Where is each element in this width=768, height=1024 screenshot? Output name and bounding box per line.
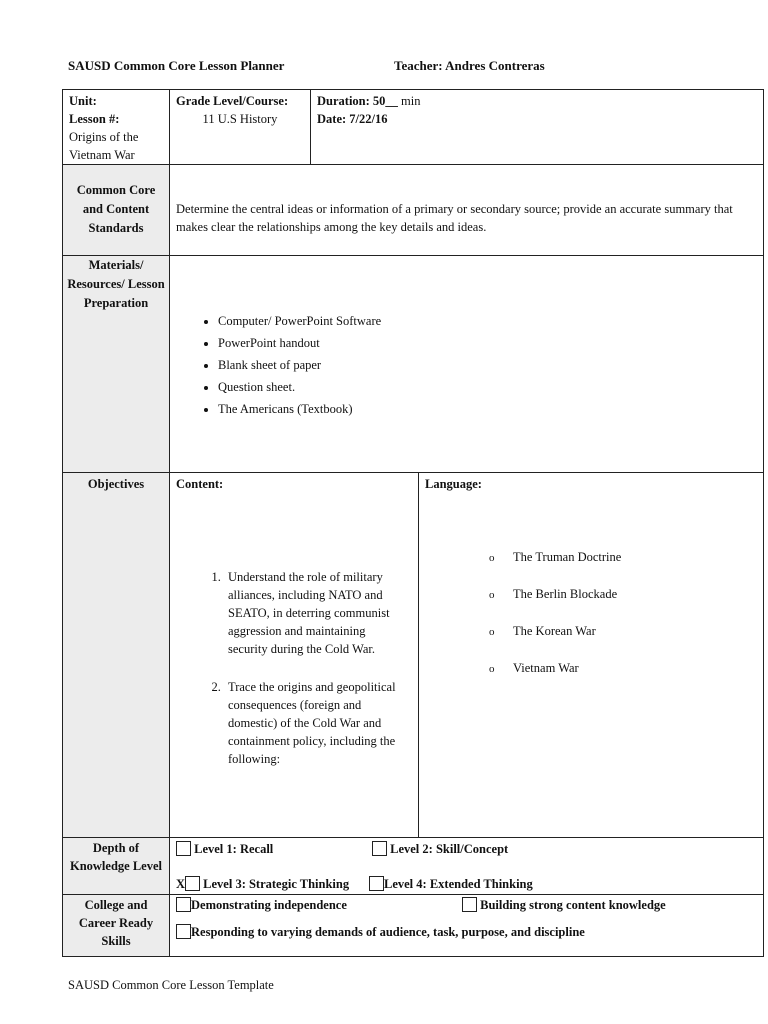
language-objectives-list (489, 548, 758, 677)
dok-level1-option[interactable] (176, 841, 273, 857)
dok-level2-label: Level 2: Skill/Concept (390, 842, 509, 856)
materials-header-cell (62, 255, 169, 472)
content-objectives-cell (169, 472, 418, 837)
teacher-name: Andres Contreras (445, 58, 545, 73)
dok-options-cell (169, 837, 764, 894)
document-header (68, 58, 728, 78)
page-footer: SAUSD Common Core Lesson Template (68, 978, 274, 992)
language-objective-item: o The Truman Doctrine (489, 550, 622, 564)
ccr-skill2-option[interactable] (462, 897, 666, 913)
lesson-plan-table (62, 89, 764, 957)
ccr-header-cell (62, 894, 169, 957)
unit-cell (62, 89, 169, 164)
content-objective-item: 1. Understand the role of military alliances, including NATO and SEATO, in deterring communist aggression and maintaining security during the Cold War. (224, 568, 406, 658)
dok-level4-option[interactable] (369, 876, 533, 892)
standards-text: Determine the central ideas or information of a primary or secondary source; provide an accurate summary that makes clear the relationships among the key details and ideas. (176, 202, 733, 234)
dok-level3-label: Level 3: Strategic Thinking (203, 877, 350, 891)
dok-level2-checkbox[interactable] (372, 841, 387, 856)
grade-value: 11 U.S History (202, 112, 278, 126)
ccr-skill2-checkbox[interactable] (462, 897, 477, 912)
grade-cell (169, 89, 310, 164)
teacher-line (394, 58, 545, 74)
planner-title: SAUSD Common Core Lesson Planner (68, 58, 285, 73)
duration-label: Duration: 50__ (317, 94, 398, 108)
language-label: Language: (425, 477, 482, 491)
materials-content-cell (169, 255, 764, 472)
ccr-skill1-option[interactable] (176, 897, 347, 913)
dok-level1-checkbox[interactable] (176, 841, 191, 856)
ccr-label: College and Career Ready Skills (78, 898, 154, 948)
teacher-label: Teacher: (394, 58, 443, 73)
dok-level4-label: Level 4: Extended Thinking (384, 877, 533, 891)
lesson-name: Origins of the Vietnam War (69, 130, 139, 162)
ccr-skill3-option[interactable] (176, 924, 585, 940)
content-label: Content: (176, 477, 224, 491)
ccr-skill1-checkbox[interactable] (176, 897, 191, 912)
objectives-header-cell (62, 472, 169, 837)
dok-level1-label: Level 1: Recall (194, 842, 274, 856)
grade-label: Grade Level/Course: (176, 94, 289, 108)
language-objectives-cell (418, 472, 764, 837)
duration-unit: min (401, 94, 421, 108)
ccr-skill1-label: Demonstrating independence (191, 898, 347, 912)
ccr-options-cell (169, 894, 764, 957)
standards-header-cell (62, 164, 169, 255)
objectives-label: Objectives (87, 477, 145, 491)
language-objective-item: o The Korean War (489, 624, 596, 638)
content-objective-item: 2. Trace the origins and geopolitical consequences (foreign and domestic) of the Cold War and containment policy, including the following: (224, 678, 406, 768)
materials-list (170, 312, 754, 418)
dok-level4-checkbox[interactable] (369, 876, 384, 891)
materials-label: Materials/ Resources/ Lesson Preparation (67, 258, 165, 310)
materials-item: • Computer/ PowerPoint Software (218, 312, 754, 330)
materials-item: • Question sheet. (218, 378, 754, 396)
standards-content-cell (169, 164, 764, 255)
content-objectives-list (176, 568, 412, 768)
dok-level3-checkbox[interactable] (185, 876, 200, 891)
language-objective-item: o Vietnam War (489, 661, 579, 675)
materials-item: • PowerPoint handout (218, 334, 754, 352)
dok-level3-option[interactable] (176, 876, 349, 892)
ccr-skill2-label: Building strong content knowledge (480, 898, 666, 912)
ccr-skill3-checkbox[interactable] (176, 924, 191, 939)
dok-label: Depth of Knowledge Level (69, 841, 162, 873)
ccr-skill3-label: Responding to varying demands of audience, task, purpose, and discipline (191, 925, 585, 939)
dok-level3-mark: X (176, 877, 186, 891)
dok-level2-option[interactable] (372, 841, 508, 857)
language-objective-item: o The Berlin Blockade (489, 587, 618, 601)
dok-header-cell (62, 837, 169, 894)
lesson-number-label: Lesson #: (69, 112, 120, 126)
materials-item: • Blank sheet of paper (218, 356, 754, 374)
materials-item: • The Americans (Textbook) (218, 400, 754, 418)
duration-cell (310, 89, 764, 164)
standards-label: Common Core and Content Standards (76, 183, 156, 235)
unit-label: Unit: (69, 94, 97, 108)
lesson-date: Date: 7/22/16 (317, 112, 388, 126)
